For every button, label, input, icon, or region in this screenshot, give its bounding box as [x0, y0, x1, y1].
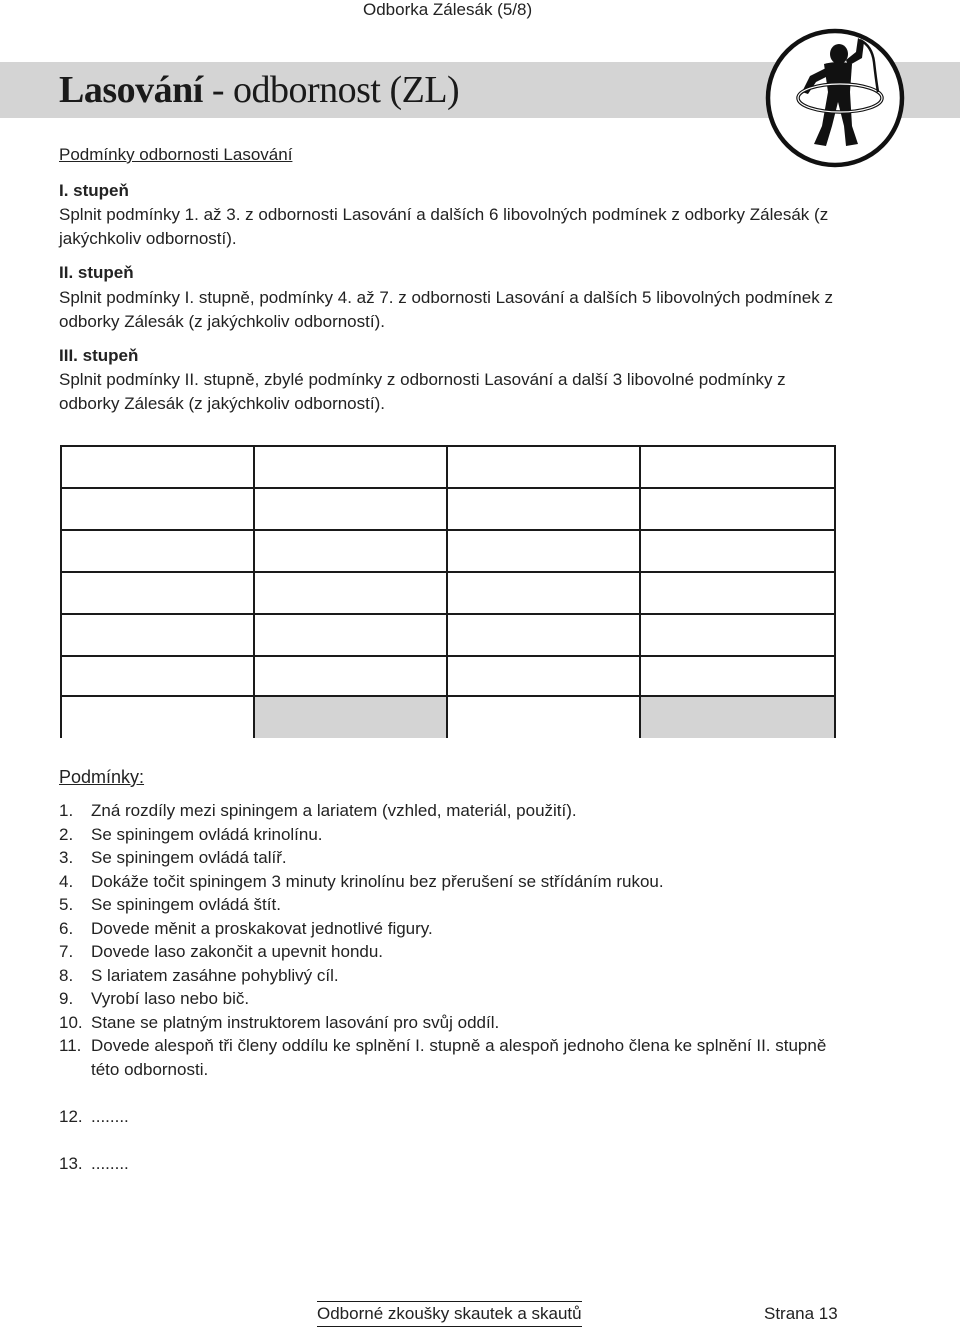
- item-text: Dovede alespoň tři členy oddílu ke splnění I. stupně a alespoň jednoho člena ke splnění II. stupně této odbornosti.: [91, 1036, 827, 1079]
- list-item: [59, 1034, 849, 1081]
- running-header: Odborka Zálesák (5/8): [363, 0, 533, 19]
- item-text: Dovede laso zakončit a upevnit hondu.: [91, 942, 384, 961]
- item-text: Dokáže točit spiningem 3 minuty krinolínu bez přerušení se střídáním rukou.: [91, 871, 664, 891]
- list-item: [59, 823, 849, 847]
- list-item: [59, 799, 849, 823]
- extra-item-13: [59, 1152, 129, 1176]
- grid-cell[interactable]: [448, 657, 641, 697]
- grid-cell[interactable]: [641, 447, 834, 489]
- grid-cell[interactable]: [62, 615, 255, 657]
- list-item: [59, 940, 849, 964]
- grid-cell[interactable]: [448, 531, 641, 573]
- level-2-label: II. stupeň: [59, 263, 134, 282]
- requirements-heading-text: Podmínky odbornosti Lasování: [59, 145, 293, 164]
- item-number: 4.: [59, 871, 74, 891]
- grid-cell[interactable]: [62, 447, 255, 489]
- list-item: [59, 846, 849, 870]
- item-text: S lariatem zasáhne pohyblivý cíl.: [91, 965, 339, 985]
- item-number: 8.: [59, 965, 74, 985]
- page-title-bold: Lasování: [59, 69, 203, 111]
- footer-publication: Odborné zkoušky skautek a skautů: [317, 1301, 582, 1327]
- level-1-text: Splnit podmínky 1. až 3. z odbornosti Lasování a dalších 6 libovolných podmínek z odborky Zálesák (z jakýchkoliv odborností).: [59, 205, 829, 248]
- item-text: Se spiningem ovládá štít.: [91, 895, 281, 914]
- item-number: 7.: [59, 942, 74, 961]
- item-text: Vyrobí laso nebo bič.: [91, 989, 250, 1008]
- item-text: Stane se platným instruktorem lasování pro svůj oddíl.: [91, 1012, 500, 1032]
- page-title: [59, 66, 459, 114]
- grid-cell[interactable]: [62, 531, 255, 573]
- grid-cell[interactable]: [255, 489, 448, 531]
- level-3-text: Splnit podmínky II. stupně, zbylé podmínky z odbornosti Lasování a další 3 libovolné podmínky z odborky Zálesák (z jakýchkoliv odborností).: [59, 370, 786, 413]
- footer-page-number: Strana 13: [764, 1304, 838, 1323]
- grid-cell[interactable]: [641, 657, 834, 697]
- level-3-label: III. stupeň: [59, 346, 139, 365]
- grid-cell[interactable]: [62, 697, 255, 738]
- grid-cell[interactable]: [448, 615, 641, 657]
- grid-cell[interactable]: [62, 657, 255, 697]
- item-number: 10.: [59, 1012, 83, 1032]
- page-title-rest: - odbornost (ZL): [202, 69, 460, 111]
- level-2-text: Splnit podmínky I. stupně, podmínky 4. až 7. z odbornosti Lasování a dalších 5 libovolných podmínek z odborky Zálesák (z jakýchkoliv odborností).: [59, 288, 833, 331]
- grid-cell-shaded: [641, 697, 834, 738]
- item-number: 3.: [59, 848, 74, 867]
- list-item: [59, 893, 849, 917]
- grid-cell[interactable]: [448, 447, 641, 489]
- grid-cell[interactable]: [255, 447, 448, 489]
- item-number: 11.: [59, 1036, 82, 1055]
- grid-cell[interactable]: [255, 657, 448, 697]
- grid-cell[interactable]: [255, 573, 448, 615]
- item-number: 5.: [59, 895, 74, 914]
- record-grid: [60, 445, 836, 738]
- requirements-heading: [59, 143, 849, 167]
- level-1-label: I. stupeň: [59, 181, 129, 200]
- item-text: ........: [91, 1154, 129, 1173]
- item-text: ........: [91, 1107, 129, 1126]
- conditions-list: [59, 799, 849, 1081]
- item-text: Dovede měnit a proskakovat jednotlivé figury.: [91, 918, 433, 938]
- grid-cell[interactable]: [255, 615, 448, 657]
- item-number: 1.: [59, 801, 74, 820]
- grid-cell[interactable]: [448, 697, 641, 738]
- extra-item-12: [59, 1105, 129, 1129]
- grid-cell[interactable]: [641, 615, 834, 657]
- grid-cell[interactable]: [448, 573, 641, 615]
- grid-cell[interactable]: [448, 489, 641, 531]
- list-item: [59, 917, 849, 941]
- grid-cell[interactable]: [641, 489, 834, 531]
- grid-cell[interactable]: [62, 573, 255, 615]
- grid-cell[interactable]: [641, 531, 834, 573]
- list-item: [59, 964, 849, 988]
- item-text: Zná rozdíly mezi spiningem a lariatem (vzhled, materiál, použití).: [91, 801, 577, 820]
- list-item: [59, 870, 849, 894]
- item-text: Se spiningem ovládá talíř.: [91, 848, 287, 867]
- item-number: 9.: [59, 989, 74, 1008]
- item-number: 12.: [59, 1107, 83, 1126]
- item-number: 13.: [59, 1154, 83, 1173]
- grid-cell-shaded: [255, 697, 448, 738]
- list-item: [59, 1011, 849, 1035]
- item-number: 2.: [59, 824, 74, 844]
- grid-cell[interactable]: [62, 489, 255, 531]
- conditions-heading: Podmínky:: [59, 767, 145, 787]
- item-text: Se spiningem ovládá krinolínu.: [91, 824, 323, 844]
- list-item: [59, 987, 849, 1011]
- item-number: 6.: [59, 918, 74, 938]
- grid-cell[interactable]: [255, 531, 448, 573]
- grid-cell[interactable]: [641, 573, 834, 615]
